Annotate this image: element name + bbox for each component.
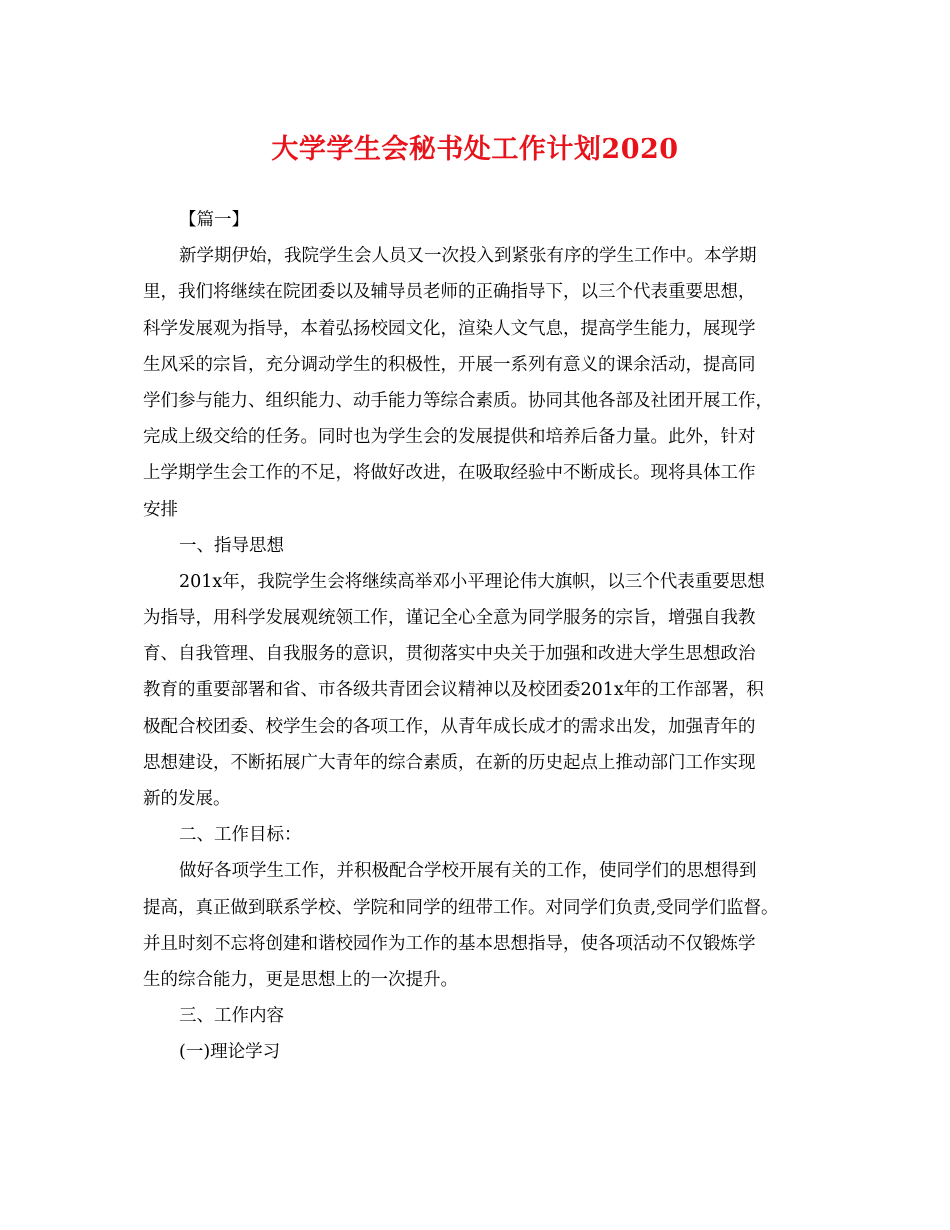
paragraph-line: 新学期伊始，我院学生会人员又一次投入到紧张有序的学生工作中。本学期 bbox=[179, 246, 757, 267]
paragraph-line: 做好各项学生工作，并积极配合学校开展有关的工作，使同学们的思想得到 bbox=[179, 861, 757, 882]
paragraph-line: 生风采的宗旨，充分调动学生的积极性，开展一系列有意义的课余活动，提高同 bbox=[143, 354, 756, 375]
paragraph-line: 提高，真正做到联系学校、学院和同学的纽带工作。对同学们负责,受同学们监督。 bbox=[143, 897, 779, 918]
document-title: 大学学生会秘书处工作计划2020 bbox=[271, 134, 679, 165]
section-heading-work-goals: 二、工作目标： bbox=[179, 825, 302, 846]
paragraph-line: 并且时刻不忘将创建和谐校园作为工作的基本思想指导，使各项活动不仅锻炼学 bbox=[143, 933, 756, 954]
paragraph-line: 完成上级交给的任务。同时也为学生会的发展提供和培养后备力量。此外，针对 bbox=[143, 427, 756, 448]
document-body bbox=[143, 202, 823, 1071]
section-heading-work-content: 三、工作内容 bbox=[179, 1006, 284, 1027]
paragraph-line: 生的综合能力，更是思想上的一次提升。 bbox=[143, 969, 458, 990]
paragraph-line: 科学发展观为指导，本着弘扬校园文化，渲染人文气息，提高学生能力，展现学 bbox=[143, 318, 756, 339]
section-heading-guiding-thought: 一、指导思想 bbox=[179, 535, 284, 556]
paragraph-line: 育、自我管理、自我服务的意识，贯彻落实中央关于加强和改进大学生思想政治 bbox=[143, 644, 756, 665]
paragraph-line: 学们参与能力、组织能力、动手能力等综合素质。协同其他各部及社团开展工作， bbox=[143, 390, 773, 411]
paragraph-line: 201x年，我院学生会将继续高举邓小平理论伟大旗帜，以三个代表重要思想 bbox=[179, 571, 765, 592]
paragraph-line: 安排 bbox=[143, 499, 178, 520]
paragraph-line: 思想建设，不断拓展广大青年的综合素质，在新的历史起点上推动部门工作实现 bbox=[143, 752, 756, 773]
paragraph-line: 极配合校团委、校学生会的各项工作，从青年成长成才的需求出发，加强青年的 bbox=[143, 716, 756, 737]
paragraph-line: 里，我们将继续在院团委以及辅导员老师的正确指导下，以三个代表重要思想， bbox=[143, 282, 756, 303]
paragraph-line: 教育的重要部署和省、市各级共青团会议精神以及校团委201x年的工作部署，积 bbox=[143, 680, 764, 701]
section-heading-part-one: 【篇一】 bbox=[179, 210, 249, 230]
paragraph-line: 新的发展。 bbox=[143, 789, 231, 809]
subsection-heading-theory-study: (一)理论学习 bbox=[179, 1042, 281, 1063]
paragraph-line: 上学期学生会工作的不足，将做好改进，在吸取经验中不断成长。现将具体工作 bbox=[143, 463, 756, 484]
paragraph-line: 为指导，用科学发展观统领工作，谨记全心全意为同学服务的宗旨，增强自我教 bbox=[143, 608, 756, 629]
